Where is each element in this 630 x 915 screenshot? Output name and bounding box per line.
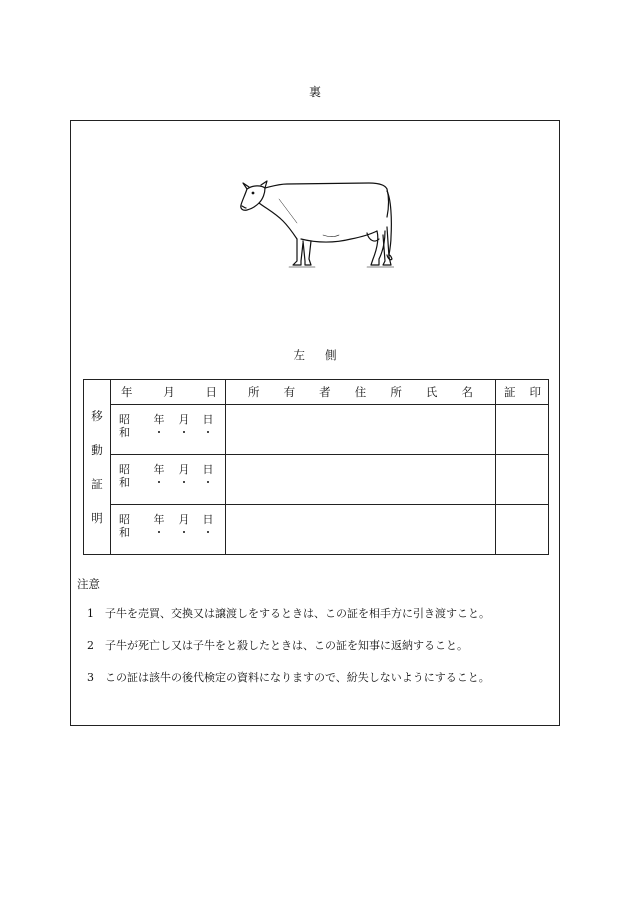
era-char: 和: [119, 426, 130, 439]
note-text: この証は該牛の後代検定の資料になりますので、紛失しないようにすること。: [105, 671, 490, 684]
side-label-left: 左: [293, 348, 305, 362]
month-dot: ・: [178, 476, 190, 489]
note-item: [87, 605, 490, 621]
month-dot: ・: [178, 426, 190, 439]
note-number: 1: [87, 607, 94, 620]
note-number: 3: [87, 671, 94, 684]
owner-address-name-header: [226, 380, 496, 405]
year-unit: 年: [153, 463, 165, 476]
era-char: 昭: [119, 413, 130, 426]
vertical-label-char: 動: [91, 443, 103, 457]
note-item: [87, 637, 468, 653]
year-unit: 年: [153, 513, 165, 526]
date-cell: [111, 505, 226, 555]
month-unit: 月: [178, 463, 190, 476]
seal-header-char: 証: [504, 385, 516, 399]
note-number: 2: [87, 639, 94, 652]
seal-header: [496, 380, 549, 405]
era-char: 昭: [119, 513, 130, 526]
date-header-month: 月: [163, 385, 175, 399]
vertical-label-char: 明: [91, 511, 103, 525]
header-char: 名: [461, 385, 473, 399]
note-item: [87, 669, 490, 685]
side-label: [71, 347, 559, 363]
vertical-label-char: 移: [91, 409, 103, 423]
year-dot: ・: [153, 426, 165, 439]
page-heading: 裏: [308, 85, 321, 99]
notes-title: 注意: [77, 577, 100, 591]
date-header-year: 年: [121, 385, 133, 399]
header-char: 者: [319, 385, 331, 399]
day-unit: 日: [202, 513, 214, 526]
table-row: [84, 505, 549, 555]
era-char: 昭: [119, 463, 130, 476]
era-char: 和: [119, 476, 130, 489]
day-dot: ・: [202, 476, 214, 489]
table-row: [84, 455, 549, 505]
header-char: 所: [390, 385, 402, 399]
table-header-row: [84, 380, 549, 405]
owner-address-name-cell[interactable]: [226, 455, 496, 505]
vertical-label-char: 証: [91, 477, 103, 491]
month-unit: 月: [178, 513, 190, 526]
transfer-certificate-table: [83, 379, 549, 555]
date-header: [111, 380, 226, 405]
year-dot: ・: [153, 526, 165, 539]
month-unit: 月: [178, 413, 190, 426]
date-cell: [111, 455, 226, 505]
date-header-day: 日: [205, 385, 217, 399]
era-char: 和: [119, 526, 130, 539]
owner-address-name-cell[interactable]: [226, 405, 496, 455]
side-label-side: 側: [325, 348, 337, 362]
note-text: 子牛が死亡し又は子牛をと殺したときは、この証を知事に返納すること。: [105, 639, 468, 652]
month-dot: ・: [178, 526, 190, 539]
header-char: 住: [354, 385, 367, 399]
seal-header-char: 印: [529, 385, 541, 399]
cow-side-view-icon: [239, 179, 394, 271]
day-unit: 日: [202, 463, 214, 476]
year-dot: ・: [153, 476, 165, 489]
header-char: 有: [283, 385, 296, 399]
header-char: 氏: [425, 385, 438, 399]
owner-address-name-cell[interactable]: [226, 505, 496, 555]
vertical-label-cell: [84, 380, 111, 555]
seal-cell[interactable]: [496, 505, 549, 555]
day-dot: ・: [202, 426, 214, 439]
seal-cell[interactable]: [496, 405, 549, 455]
year-unit: 年: [153, 413, 165, 426]
day-unit: 日: [202, 413, 214, 426]
note-text: 子牛を売買、交換又は譲渡しをするときは、この証を相手方に引き渡すこと。: [105, 607, 490, 620]
seal-cell[interactable]: [496, 455, 549, 505]
table-row: [84, 405, 549, 455]
date-cell: [111, 405, 226, 455]
header-char: 所: [248, 385, 260, 399]
certificate-frame: [70, 120, 560, 726]
day-dot: ・: [202, 526, 214, 539]
